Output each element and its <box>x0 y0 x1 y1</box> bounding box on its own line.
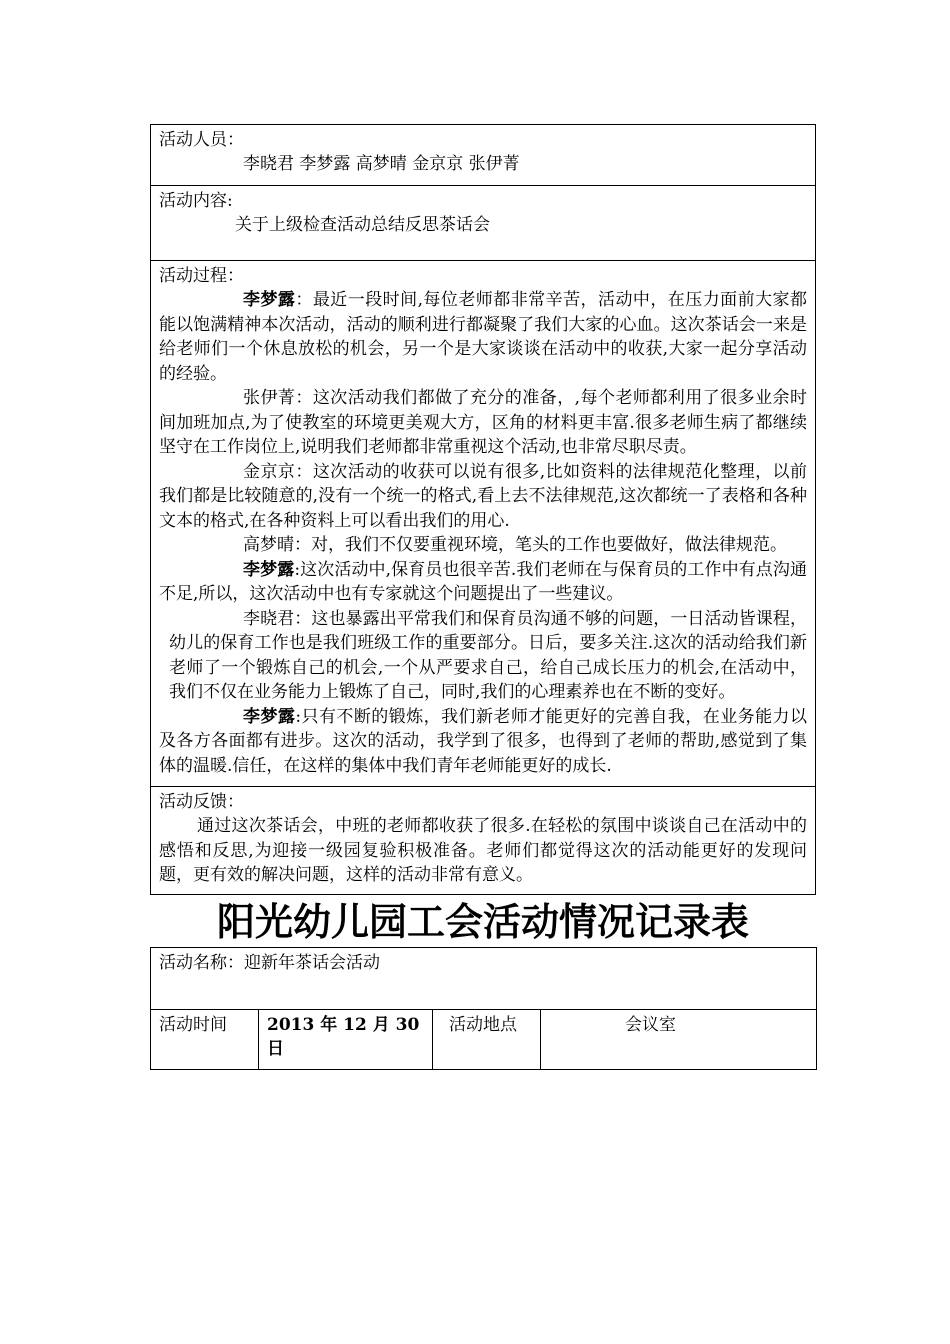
activity-time-value: 2013 年 12 月 30 日 <box>267 1015 420 1059</box>
personnel-row <box>151 125 816 186</box>
personnel-label: 活动人员： <box>159 130 244 150</box>
speaker-name: 金京京 <box>243 461 296 482</box>
speaker-name: 高梦晴 <box>243 535 294 555</box>
content-row <box>151 186 816 261</box>
process-paragraph <box>159 558 807 607</box>
feedback-text: 通过这次茶话会，中班的老师都收获了很多.在轻松的氛围中谈谈自己在活动中的感悟和反思,为迎接一级园复验积极准备。老师们都觉得这次的活动能更好的发现问题，更有效的解决问题，这样的活动非常有意义。 <box>159 816 807 885</box>
activity-time-label: 活动时间 <box>159 1015 227 1035</box>
process-paragraph <box>159 705 807 779</box>
activity-time-place-row <box>151 1010 817 1070</box>
activity-name-label: 活动名称： <box>159 953 244 973</box>
activity-place-label: 活动地点 <box>449 1015 517 1035</box>
activity-info-table <box>150 947 817 1070</box>
feedback-label: 活动反馈： <box>159 792 244 812</box>
speech-text: ：这也暴露出平常我们和保育员沟通不够的问题，一日活动皆课程，幼儿的保育工作也是我们班级工作的重要部分。日后，要多关注.这次的活动给我们新老师了一个锻炼自己的机会,一个从严要求自己，给自己成长压力的机会,在活动中，我们不仅在业务能力上锻炼了自己，同时,我们的心理素养也在不断的变好。 <box>169 608 807 702</box>
speech-text: ：最近一段时间,每位老师都非常辛苦，活动中，在压力面前大家都能以饱满精神本次活动，活动的顺利进行都凝聚了我们大家的心血。这次茶话会一来是给老师们一个休息放松的机会，另一个是大家谈谈在活动中的收获,大家一起分享活动的经验。 <box>159 290 808 384</box>
activity-name-value: 迎新年茶话会活动 <box>244 953 380 973</box>
process-paragraph <box>159 607 807 705</box>
speaker-name: 李梦露 <box>243 290 296 310</box>
process-row <box>151 261 816 787</box>
speech-text: ：这次活动我们都做了充分的准备，,每个老师都利用了很多业余时间加班加点,为了使教室的环境更美观大方，区角的材料更丰富.很多老师生病了都继续坚守在工作岗位上,说明我们老师都非常重视这个活动,也非常尽职尽责。 <box>159 388 808 457</box>
document-page <box>150 124 816 1070</box>
speaker-name: 李梦露 <box>243 559 295 580</box>
process-paragraph <box>159 460 807 534</box>
process-paragraph <box>159 288 807 386</box>
speech-text: ：这次活动的收获可以说有很多,比如资料的法律规范化整理，以前我们都是比较随意的,没有一个统一的格式,看上去不法律规范,这次都统一了表格和各种文本的格式,在各种资料上可以看出我们的用心. <box>159 461 808 531</box>
process-paragraph <box>159 386 807 460</box>
content-label: 活动内容: <box>159 191 233 211</box>
process-label: 活动过程： <box>159 266 244 286</box>
process-paragraph <box>159 533 807 558</box>
speech-text: :这次活动中,保育员也很辛苦.我们老师在与保育员的工作中有点沟通不足,所以，这次活动中也有专家就这个问题提出了一些建议。 <box>159 559 807 604</box>
personnel-names: 李晓君 李梦露 高梦晴 金京京 张伊菁 <box>243 154 520 174</box>
speech-text: ：对，我们不仅要重视环境，笔头的工作也要做好，做法律规范。 <box>294 535 787 555</box>
activity-record-table <box>150 124 816 895</box>
speech-text: :只有不断的锻炼，我们新老师才能更好的完善自我，在业务能力以及各方各面都有进步。这次的活动，我学到了很多，也得到了老师的帮助,感觉到了集体的温暖.信任，在这样的集体中我们青年老师能更好的成长. <box>159 706 807 776</box>
activity-name-row <box>151 948 817 1010</box>
content-text: 关于上级检查活动总结反思茶话会 <box>235 215 490 235</box>
speaker-name: 李梦露 <box>243 706 296 727</box>
speaker-name: 张伊菁 <box>243 388 296 408</box>
activity-place-value: 会议室 <box>625 1015 676 1035</box>
speaker-name: 李晓君 <box>243 608 295 629</box>
form-title: 阳光幼儿园工会活动情况记录表 <box>216 899 749 944</box>
feedback-row <box>151 787 816 895</box>
